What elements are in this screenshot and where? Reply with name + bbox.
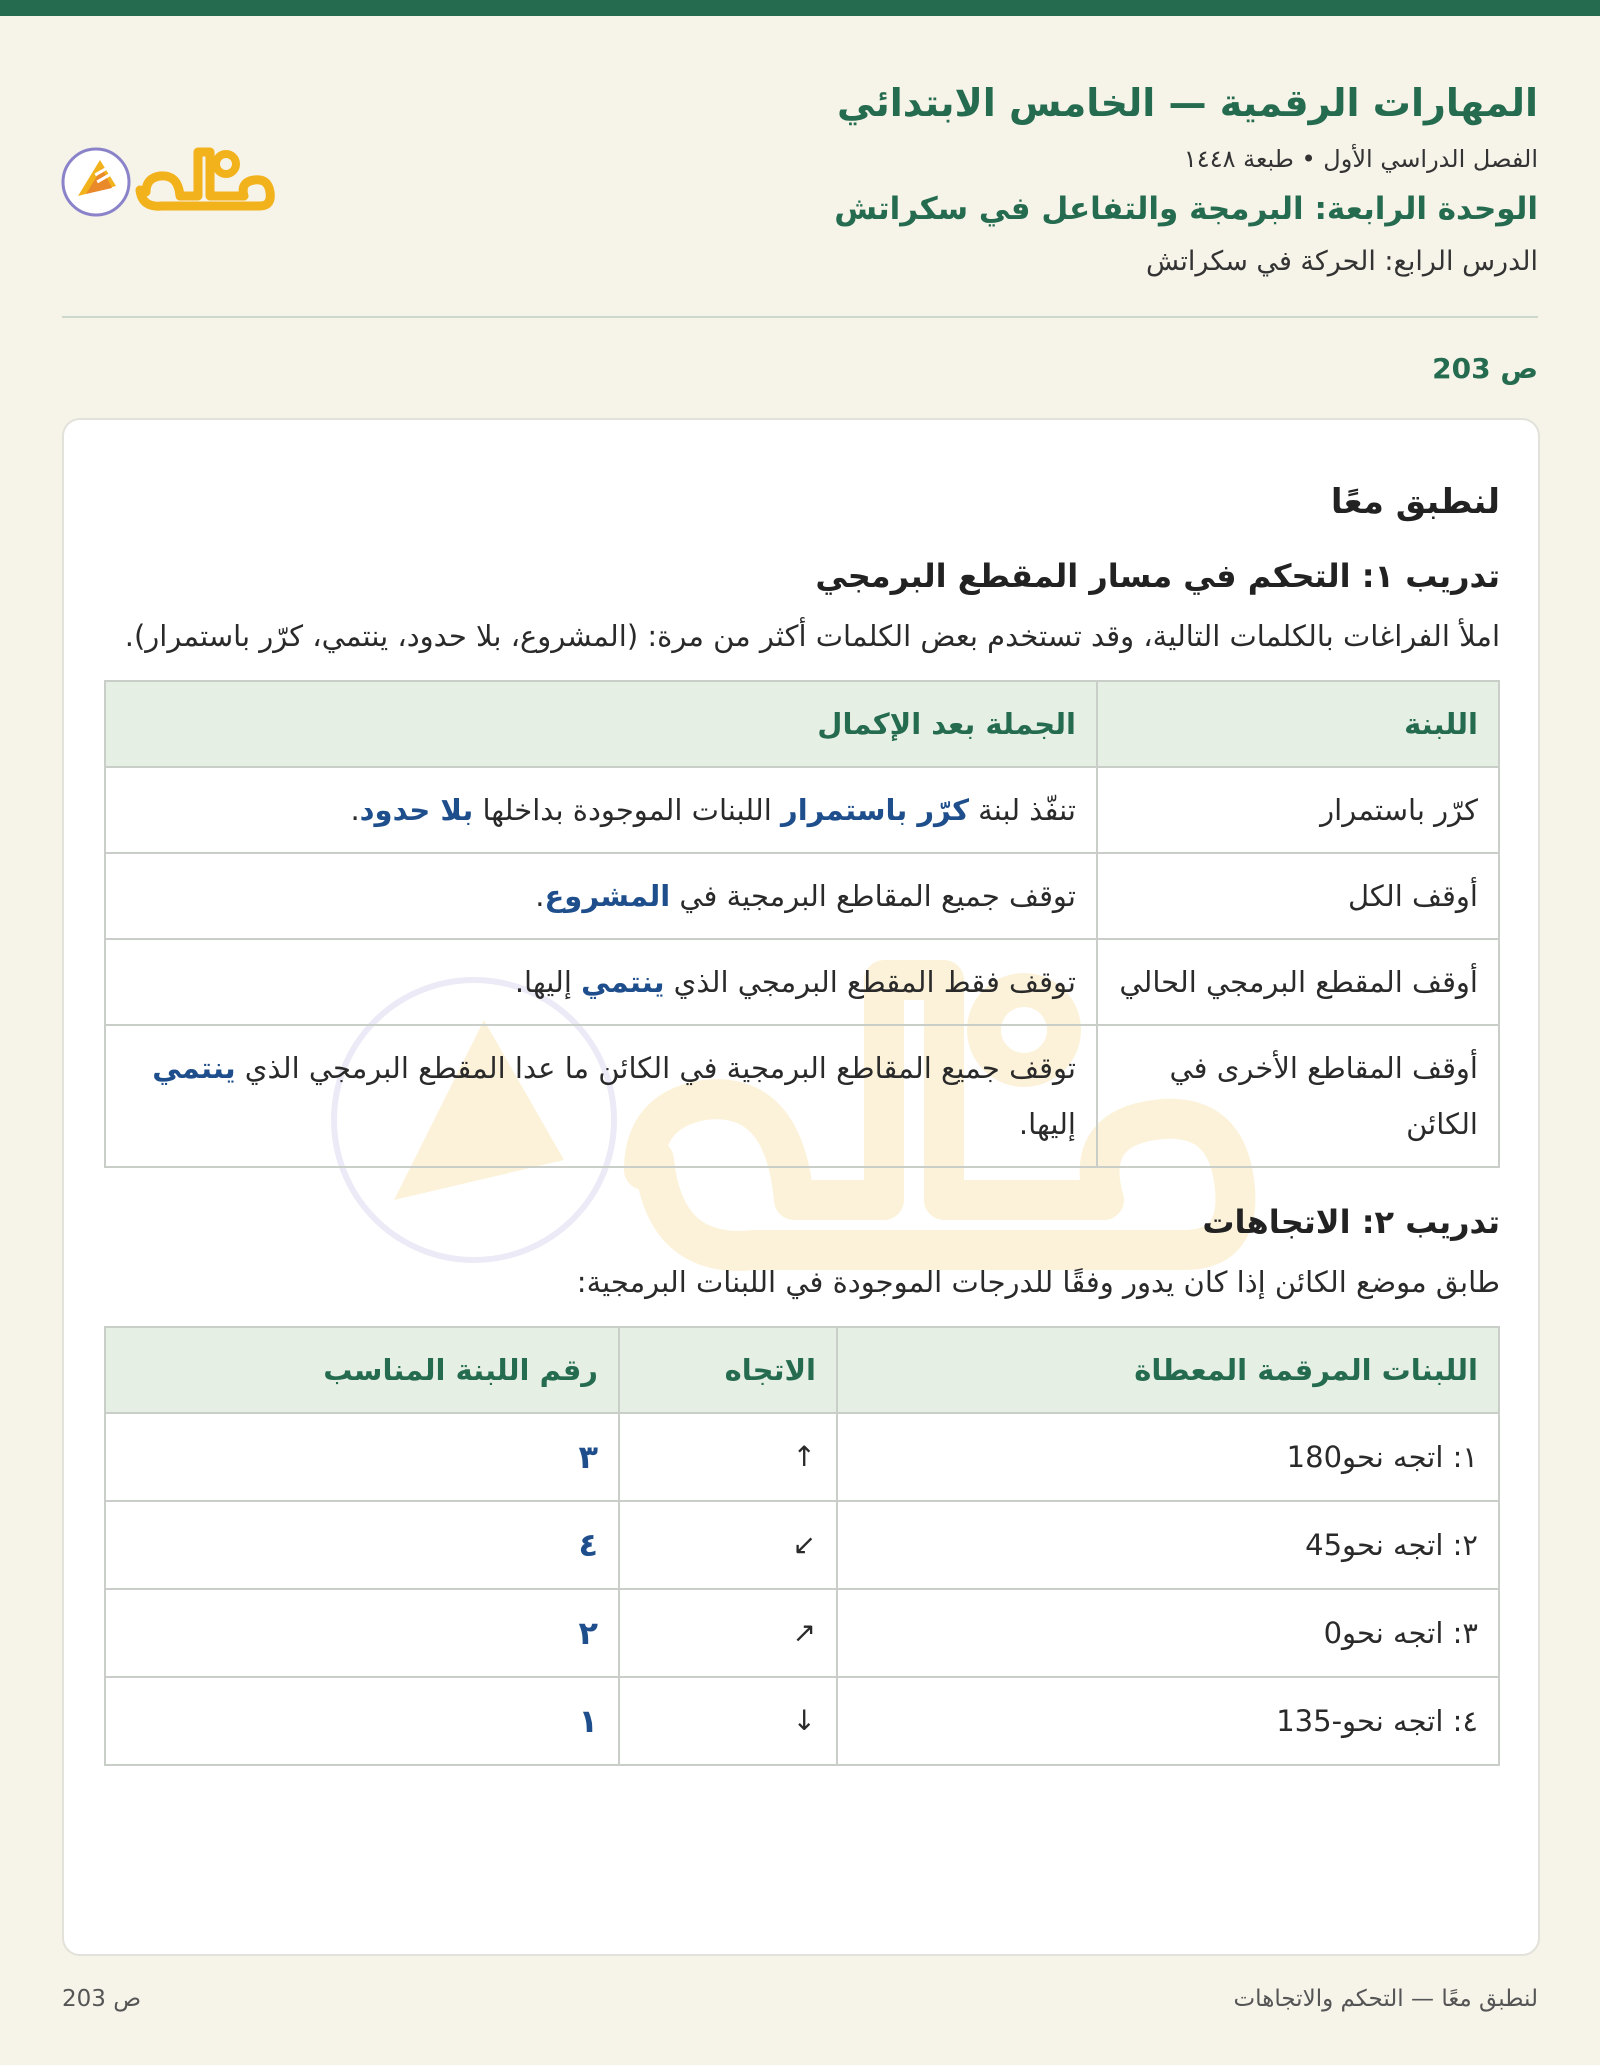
sentence-text: . xyxy=(535,879,545,913)
table-row xyxy=(105,1589,1499,1677)
answer-word: بلا حدود xyxy=(359,793,474,827)
footer-page-number: ص 203 xyxy=(62,1986,142,2012)
sentence-cell xyxy=(105,767,1097,853)
column-header-sentence: الجملة بعد الإكمال xyxy=(105,681,1097,767)
unit-title: الوحدة الرابعة: البرمجة والتفاعل في سكراتش xyxy=(834,191,1538,227)
table-row xyxy=(105,1025,1499,1167)
block-cell: ١: اتجه نحو180 xyxy=(837,1413,1499,1501)
hulul-logo-icon xyxy=(60,130,280,226)
answer-word: ينتمي xyxy=(581,965,665,999)
sentence-text: اللبنات الموجودة بداخلها xyxy=(473,793,781,827)
table-row xyxy=(105,939,1499,1025)
page-number: ص 203 xyxy=(1432,352,1538,385)
sentence-text: إليها. xyxy=(514,965,582,999)
table-header-row xyxy=(105,1327,1499,1413)
exercise1-instructions: املأ الفراغات بالكلمات التالية، وقد تستخدم بعض الكلمات أكثر من مرة: (المشروع، بلا حدود، ينتمي، كرّر باستمرار). xyxy=(124,619,1500,653)
answer-word: ينتمي xyxy=(152,1051,236,1085)
exercise1-title: تدريب ١: التحكم في مسار المقطع البرمجي xyxy=(815,557,1500,595)
header-divider xyxy=(62,316,1538,318)
lesson-title: الدرس الرابع: الحركة في سكراتش xyxy=(1145,246,1538,277)
table-row xyxy=(105,767,1499,853)
exercise2-title: تدريب ٢: الاتجاهات xyxy=(1202,1203,1500,1241)
sentence-cell xyxy=(105,1025,1097,1167)
direction-arrow-icon: ↓ xyxy=(619,1677,837,1765)
sentence-cell xyxy=(105,939,1097,1025)
sentence-text: توقف جميع المقاطع البرمجية في xyxy=(670,879,1076,913)
answer-cell: ٢ xyxy=(105,1589,619,1677)
direction-arrow-icon: ↗ xyxy=(619,1589,837,1677)
top-accent-bar xyxy=(0,0,1600,16)
table-row xyxy=(105,853,1499,939)
section-title: لنطبق معًا xyxy=(1330,482,1500,522)
direction-arrow-icon: ↑ xyxy=(619,1413,837,1501)
table-row xyxy=(105,1413,1499,1501)
sentence-text: تنفّذ لبنة xyxy=(968,793,1076,827)
block-cell: كرّر باستمرار xyxy=(1097,767,1499,853)
book-title: المهارات الرقمية — الخامس الابتدائي xyxy=(837,81,1538,125)
table-row xyxy=(105,1677,1499,1765)
page-header xyxy=(62,76,1538,282)
answer-word: المشروع xyxy=(544,879,671,913)
content-card xyxy=(62,418,1540,1956)
column-header-blocks: اللبنات المرقمة المعطاة xyxy=(837,1327,1499,1413)
sentence-text: . xyxy=(350,793,360,827)
block-cell: أوقف المقطع البرمجي الحالي xyxy=(1097,939,1499,1025)
sentence-cell xyxy=(105,853,1097,939)
exercise2-table xyxy=(104,1326,1500,1766)
answer-cell: ٤ xyxy=(105,1501,619,1589)
block-cell: أوقف المقاطع الأخرى في الكائن xyxy=(1097,1025,1499,1167)
book-subtitle: الفصل الدراسي الأول • طبعة ١٤٤٨ xyxy=(1183,145,1538,173)
column-header-block: اللبنة xyxy=(1097,681,1499,767)
exercise1-table xyxy=(104,680,1500,1168)
sentence-text: إليها. xyxy=(1018,1107,1076,1141)
table-row xyxy=(105,1501,1499,1589)
block-cell: ٢: اتجه نحو45 xyxy=(837,1501,1499,1589)
exercise2-instructions: طابق موضع الكائن إذا كان يدور وفقًا للدرجات الموجودة في اللبنات البرمجية: xyxy=(576,1265,1500,1299)
footer-section-label: لنطبق معًا — التحكم والاتجاهات xyxy=(1233,1986,1538,2012)
block-cell: ٤: اتجه نحو-135 xyxy=(837,1677,1499,1765)
sentence-text: توقف جميع المقاطع البرمجية في الكائن ما عدا المقطع البرمجي الذي xyxy=(235,1051,1076,1085)
block-cell: أوقف الكل xyxy=(1097,853,1499,939)
answer-cell: ٣ xyxy=(105,1413,619,1501)
column-header-answer: رقم اللبنة المناسب xyxy=(105,1327,619,1413)
direction-arrow-icon: ↙ xyxy=(619,1501,837,1589)
sentence-text: توقف فقط المقطع البرمجي الذي xyxy=(664,965,1076,999)
answer-cell: ١ xyxy=(105,1677,619,1765)
card-content xyxy=(104,420,1500,1766)
table-header-row xyxy=(105,681,1499,767)
block-cell: ٣: اتجه نحو0 xyxy=(837,1589,1499,1677)
answer-word: كرّر باستمرار xyxy=(781,793,969,827)
column-header-direction: الاتجاه xyxy=(619,1327,837,1413)
